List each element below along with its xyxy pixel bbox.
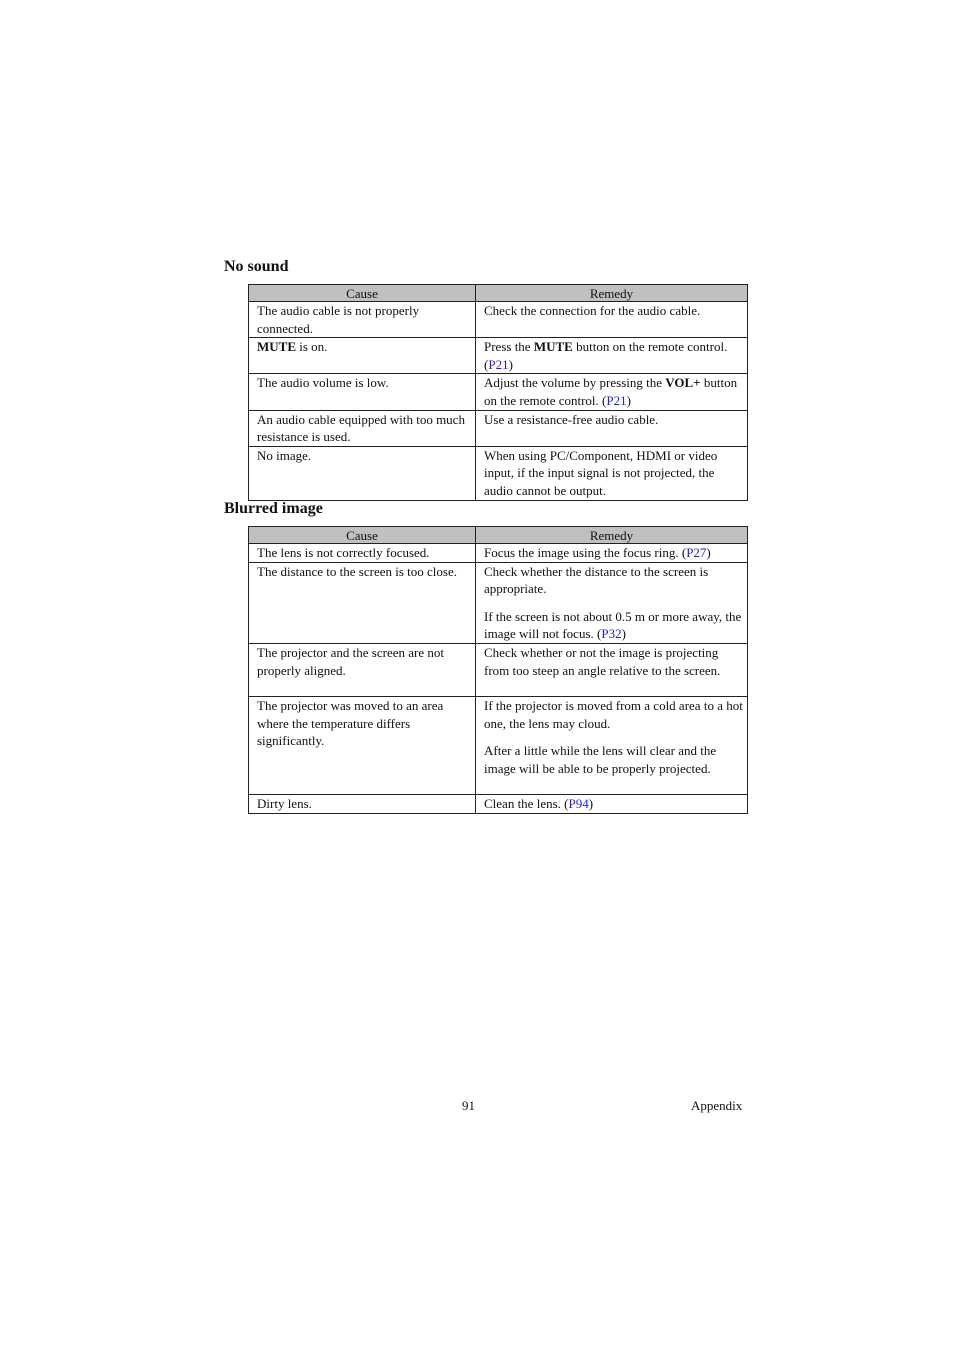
remedy-cell: Use a resistance-free audio cable. (476, 410, 748, 446)
vol-plus-keyword: VOL+ (665, 375, 701, 391)
table-row (249, 544, 748, 563)
remedy-cell (476, 562, 748, 643)
header-remedy: Remedy (476, 285, 748, 302)
header-remedy: Remedy (476, 527, 748, 544)
remedy-text: Adjust the volume by pressing the (484, 375, 666, 391)
cause-text: is on. (296, 339, 328, 355)
remedy-cell (476, 338, 748, 374)
remedy-paragraph: If the projector is moved from a cold area to a hot one, the lens may cloud. (484, 697, 743, 731)
table-header-row (249, 285, 748, 302)
remedy-paragraph: After a little while the lens will clear and the image will be able to be properly projected. (484, 743, 717, 776)
cause-cell: The projector and the screen are not properly aligned. (249, 643, 476, 696)
page-link-p27[interactable]: P27 (686, 545, 707, 560)
remedy-cell (476, 696, 748, 794)
footer-section-label: Appendix (691, 1098, 743, 1113)
no-sound-table (248, 284, 748, 501)
table-row (249, 446, 748, 500)
cause-cell: No image. (249, 446, 476, 500)
cause-cell: Dirty lens. (249, 794, 476, 813)
cause-cell (249, 338, 476, 374)
table-row (249, 794, 748, 813)
section-title-blurred-image: Blurred image (224, 500, 323, 517)
remedy-paragraph (484, 608, 743, 643)
remedy-text: Clean the lens. ( (484, 795, 569, 811)
cause-cell: An audio cable equipped with too much resistance is used. (249, 410, 476, 446)
mute-keyword: MUTE (533, 339, 573, 355)
remedy-paragraph: Check whether the distance to the screen is appropriate. (484, 563, 709, 597)
remedy-cell (476, 794, 748, 813)
table-row (249, 410, 748, 446)
table-row (249, 302, 748, 338)
page-link-p21[interactable]: P21 (488, 356, 509, 372)
remedy-text: ) (621, 626, 626, 642)
table-row (249, 374, 748, 410)
mute-keyword: MUTE (257, 339, 296, 355)
table-row (249, 643, 748, 696)
table-row (249, 338, 748, 374)
remedy-cell (476, 374, 748, 410)
cause-cell: The audio cable is not properly connected. (249, 302, 476, 338)
remedy-text: button on the remote control. ( (484, 339, 728, 372)
header-cause: Cause (249, 527, 476, 544)
section-title-no-sound: No sound (224, 258, 289, 275)
table-header-row (249, 527, 748, 544)
remedy-text: Press the (484, 339, 534, 355)
cause-cell: The lens is not correctly focused. (249, 544, 476, 563)
header-cause: Cause (249, 285, 476, 302)
remedy-cell (476, 544, 748, 563)
remedy-cell: When using PC/Component, HDMI or video input, if the input signal is not projected, the audio cannot be output. (476, 446, 748, 500)
page-link-p32[interactable]: P32 (601, 626, 622, 642)
blurred-image-table (248, 526, 748, 814)
remedy-text: ) (706, 545, 711, 560)
table-row (249, 696, 748, 794)
remedy-text: ) (626, 392, 631, 408)
remedy-text: button on the remote control. ( (484, 375, 738, 408)
cause-cell: The audio volume is low. (249, 374, 476, 410)
remedy-cell: Check whether or not the image is projecting from too steep an angle relative to the screen. (476, 643, 748, 696)
remedy-cell: Check the connection for the audio cable. (476, 302, 748, 338)
remedy-text: ) (508, 356, 513, 372)
remedy-text: If the screen is not about 0.5 m or more away, the image will not focus. ( (484, 608, 742, 642)
cause-cell: The distance to the screen is too close. (249, 562, 476, 643)
page-link-p94[interactable]: P94 (568, 795, 589, 811)
cause-cell: The projector was moved to an area where the temperature differs significantly. (249, 696, 476, 794)
page-number: 91 (462, 1098, 475, 1113)
remedy-text: ) (588, 795, 594, 811)
table-row (249, 562, 748, 643)
page-link-p21[interactable]: P21 (606, 392, 627, 408)
remedy-text: Focus the image using the focus ring. ( (484, 545, 687, 560)
